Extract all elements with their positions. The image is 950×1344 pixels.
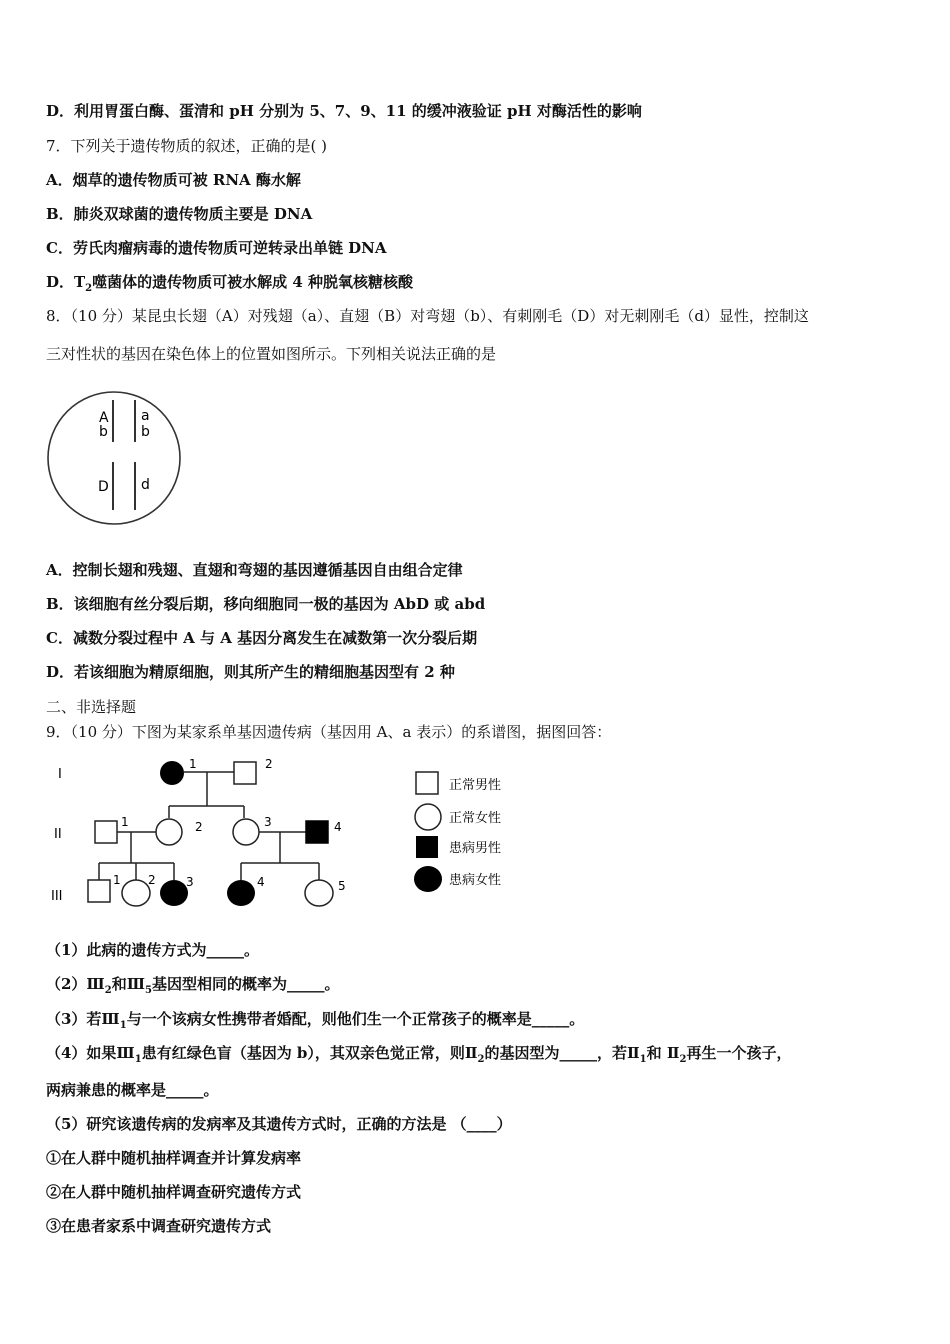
affected-male-II4 — [306, 821, 328, 843]
individual-label-III1: 1 — [113, 873, 121, 887]
individual-label-I1: 1 — [189, 757, 197, 771]
q9-sub4-d: 和 Ⅱ — [646, 1044, 680, 1062]
normal-male-III1 — [88, 880, 110, 902]
gene-label-b-right: b — [141, 424, 150, 440]
chromosome-cell-figure — [44, 380, 184, 540]
generation-label-II: II — [54, 827, 62, 842]
q9-sub4-a: （4）如果Ⅲ — [46, 1044, 135, 1062]
q9-sub4-subscript-1: 1 — [134, 1054, 142, 1065]
q7-option-d-post: 噬菌体的遗传物质可被水解成 4 种脱氧核糖核酸 — [92, 273, 414, 291]
gene-label-b-left: b — [99, 424, 108, 440]
legend-normal-female: 正常女性 — [449, 811, 502, 826]
q8-option-a: A．控制长翅和残翅、直翅和弯翅的基因遵循基因自由组合定律 — [46, 561, 463, 579]
q9-sub3 — [46, 1009, 584, 1032]
q9-choice-1: ①在人群中随机抽样调查并计算发病率 — [46, 1149, 302, 1167]
q8-stem-line1: 8．（10 分）某昆虫长翅（A）对残翅（a）、直翅（B）对弯翅（b）、有刺刚毛（D）对无刺刚毛（d）显性，控制这 — [46, 307, 809, 325]
individual-label-II4: 4 — [334, 820, 342, 834]
legend-normal-male: 正常男性 — [449, 778, 502, 793]
q9-sub4-subscript-3: 1 — [639, 1054, 647, 1065]
legend-normal-female-icon — [415, 804, 441, 830]
q9-sub2-subscript-1: 2 — [104, 985, 112, 996]
q7-option-c: C．劳氏肉瘤病毒的遗传物质可逆转录出单链 DNA — [46, 239, 387, 257]
individual-label-II3: 3 — [264, 815, 272, 829]
affected-female-I1 — [160, 761, 184, 785]
q7-option-a: A．烟草的遗传物质可被 RNA 酶水解 — [46, 171, 301, 189]
q9-sub4-subscript-2: 2 — [477, 1054, 485, 1065]
individual-label-III3: 3 — [186, 875, 194, 889]
q9-sub2-pre: （2）Ⅲ — [46, 975, 105, 993]
q9-sub3-post: 与一个该病女性携带者婚配，则他们生一个正常孩子的概率是_____。 — [126, 1010, 585, 1028]
q9-sub2 — [46, 974, 339, 997]
q8-option-d: D．若该细胞为精原细胞，则其所产生的精细胞基因型有 2 种 — [46, 663, 455, 681]
q8-option-b: B．该细胞有丝分裂后期，移向细胞同一极的基因为 AbD 或 abd — [46, 595, 486, 613]
normal-female-III2 — [122, 880, 150, 906]
q6-option-d: D．利用胃蛋白酶、蛋清和 pH 分别为 5、7、9、11 的缓冲液验证 pH 对酶活性的影响 — [46, 102, 642, 120]
q9-sub4-c: 的基因型为_____，若Ⅱ — [484, 1044, 640, 1062]
q9-sub4-line2: 两病兼患的概率是_____。 — [46, 1081, 219, 1099]
q9-choice-2: ②在人群中随机抽样调查研究遗传方式 — [46, 1183, 302, 1201]
normal-male-II1 — [95, 821, 117, 843]
q7-option-d-subscript: 2 — [85, 283, 93, 294]
section-title: 二、非选择题 — [46, 698, 137, 716]
q9-stem: 9．（10 分）下图为某家系单基因遗传病（基因用 A、a 表示）的系谱图，据图回答： — [46, 723, 612, 741]
individual-label-II2: 2 — [195, 820, 203, 834]
q9-sub4-subscript-4: 2 — [679, 1054, 687, 1065]
pedigree-chart — [44, 752, 544, 912]
gene-label-A: A — [99, 410, 109, 426]
individual-label-III5: 5 — [338, 879, 346, 893]
q8-stem-line2: 三对性状的基因在染色体上的位置如图所示。下列相关说法正确的是 — [46, 345, 497, 363]
q9-sub3-subscript: 1 — [119, 1020, 127, 1031]
q9-sub4-b: 患有红绿色盲（基因为 b），其双亲色觉正常，则Ⅱ — [141, 1044, 478, 1062]
q9-sub4 — [46, 1043, 792, 1066]
q8-option-c: C．减数分裂过程中 A 与 A 基因分离发生在减数第一次分裂后期 — [46, 629, 478, 647]
q9-sub3-pre: （3）若Ⅲ — [46, 1010, 120, 1028]
legend-affected-male-icon — [416, 836, 438, 858]
affected-female-III4 — [227, 880, 255, 906]
generation-label-III: III — [51, 889, 63, 904]
individual-label-II1: 1 — [121, 815, 129, 829]
normal-male-I2 — [234, 762, 256, 784]
gene-label-a: a — [141, 408, 150, 424]
q7-stem: 7．下列关于遗传物质的叙述，正确的是( ) — [46, 137, 328, 155]
gene-label-d: d — [141, 477, 150, 493]
legend-affected-female: 患病女性 — [449, 873, 502, 888]
individual-label-I2: 2 — [265, 757, 273, 771]
q7-option-d-pre: D．T — [46, 273, 86, 291]
normal-female-II3 — [233, 819, 259, 845]
legend-normal-male-icon — [416, 772, 438, 794]
q9-sub2-subscript-2: 5 — [144, 985, 152, 996]
q9-sub1: （1）此病的遗传方式为_____。 — [46, 941, 259, 959]
generation-label-I: I — [58, 767, 62, 782]
q9-sub4-e: 再生一个孩子， — [686, 1044, 792, 1062]
legend-affected-female-icon — [414, 866, 442, 892]
affected-female-III3 — [160, 880, 188, 906]
q9-sub2-post: 基因型相同的概率为_____。 — [151, 975, 340, 993]
q9-sub2-mid: 和Ⅲ — [111, 975, 145, 993]
q9-choice-3: ③在患者家系中调查研究遗传方式 — [46, 1217, 272, 1235]
q7-option-b: B．肺炎双球菌的遗传物质主要是 DNA — [46, 205, 313, 223]
q9-sub5: （5）研究该遗传病的发病率及其遗传方式时，正确的方法是 （____） — [46, 1115, 512, 1133]
individual-label-III2: 2 — [148, 873, 156, 887]
q7-option-d — [46, 272, 413, 295]
normal-female-III5 — [305, 880, 333, 906]
legend-affected-male: 患病男性 — [449, 841, 502, 856]
gene-label-D: D — [98, 479, 109, 495]
normal-female-II2 — [156, 819, 182, 845]
individual-label-III4: 4 — [257, 875, 265, 889]
